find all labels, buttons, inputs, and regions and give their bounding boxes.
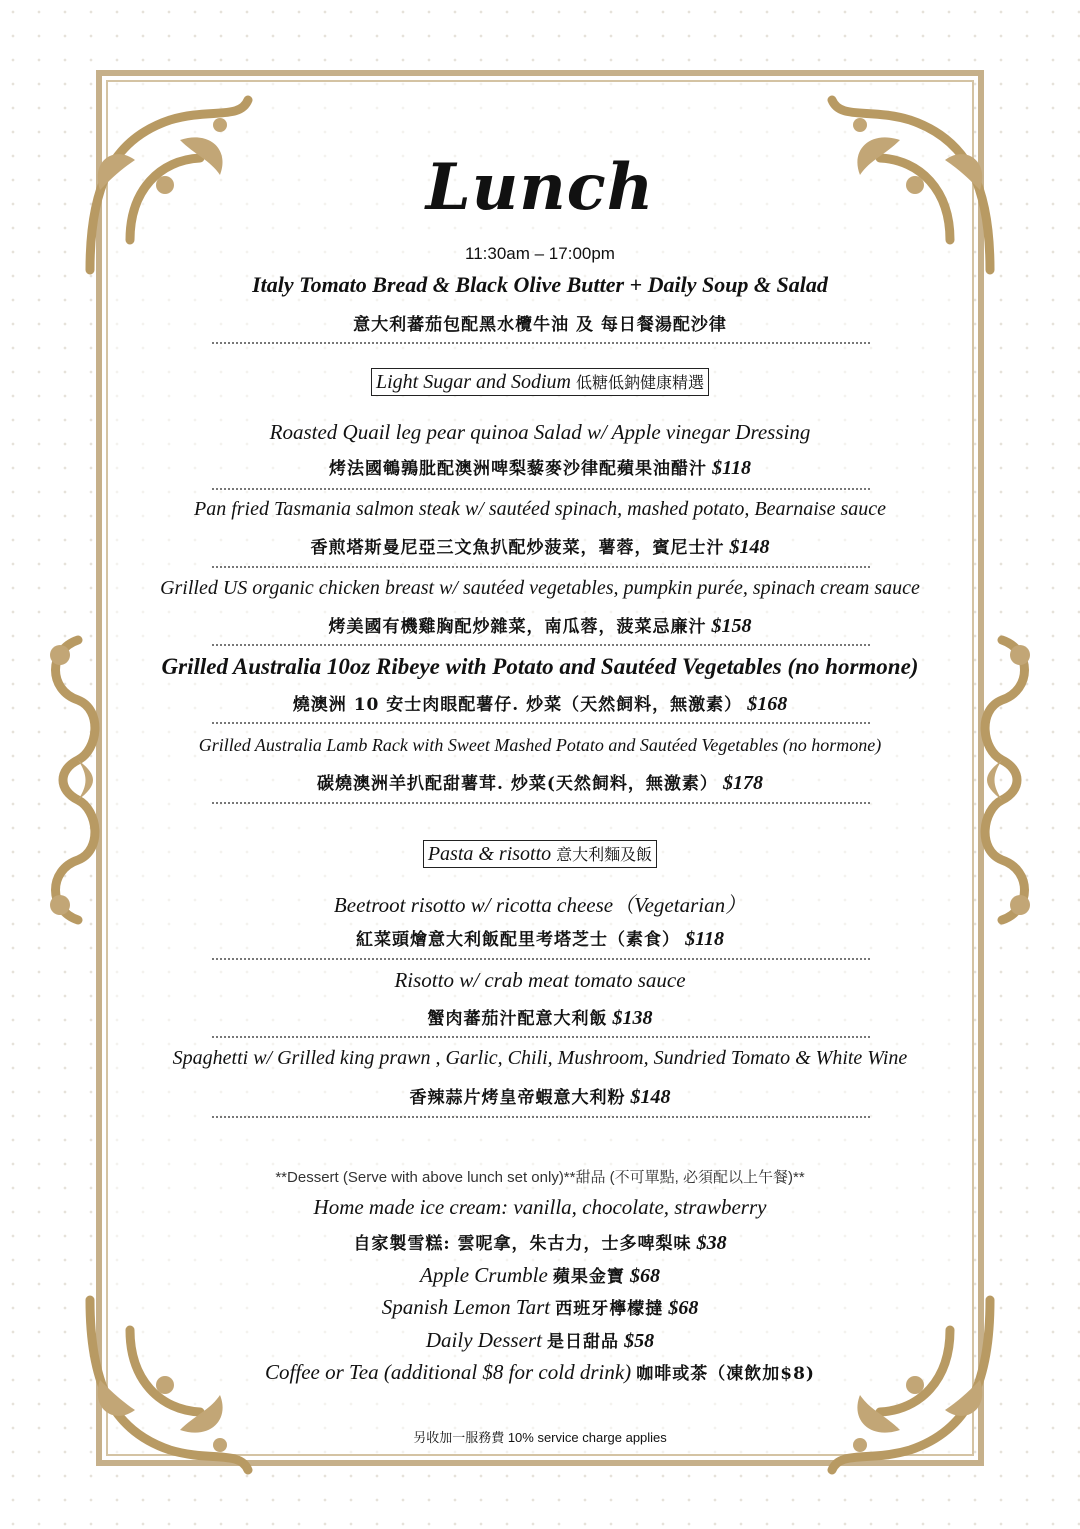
section-light-zh: 低糖低鈉健康精選: [576, 373, 705, 392]
dessert-crumble-row: [0, 1262, 1080, 1288]
menu-item-chinese-row: [0, 769, 1080, 795]
menu-item-chinese: 香煎塔斯曼尼亞三文魚扒配炒菠菜，薯蓉，賓尼士汁: [310, 538, 725, 558]
dotted-divider: [212, 488, 870, 490]
dessert-note: **Dessert (Serve with above lunch set only)**甜品 (不可單點, 必須配以上午餐)**: [275, 1169, 805, 1186]
corner-ornament-icon: [820, 1290, 1010, 1490]
dessert-crumble-en: Apple Crumble: [420, 1263, 548, 1287]
dessert-icecream-en: Home made ice cream: vanilla, chocolate, strawberry: [313, 1195, 767, 1219]
dotted-divider: [212, 342, 870, 344]
menu-item-price: $118: [685, 928, 724, 950]
menu-item-chinese: 碳燒澳洲羊扒配甜薯茸. 炒菜(天然飼料，無激素）: [317, 774, 718, 794]
intro-chinese: 意大利蕃茄包配黑水欖牛油 及 每日餐湯配沙律: [353, 315, 727, 335]
menu-item-name: Grilled Australia Lamb Rack with Sweet Mashed Potato and Sautéed Vegetables (no hormone): [198, 735, 882, 755]
section-pasta-box: [423, 840, 657, 868]
menu-item-price: $148: [630, 1086, 671, 1108]
menu-item-chinese: 燒澳洲 10 安士肉眼配薯仔. 炒菜（天然飼料，無激素）: [292, 695, 743, 715]
dessert-icecream-price: $38: [696, 1232, 727, 1254]
dotted-divider: [212, 1116, 870, 1118]
menu-item-price: $178: [722, 772, 763, 794]
service-charge-footer: 另收加一服務費 10% service charge applies: [413, 1430, 667, 1445]
dessert-coffee-en: Coffee or Tea (additional $8 for cold drink): [265, 1360, 632, 1384]
dessert-tart-price: $68: [668, 1297, 699, 1319]
dessert-tart-row: [0, 1294, 1080, 1320]
dessert-tart-en: Spanish Lemon Tart: [381, 1295, 551, 1319]
menu-item-chinese-row: [0, 612, 1080, 638]
section-pasta-zh: 意大利麵及飯: [556, 845, 653, 864]
menu-item-chinese: 烤法國鵪鶉肶配澳洲啤梨藜麥沙律配蘋果油醋汁: [329, 459, 707, 479]
dotted-divider: [212, 802, 870, 804]
menu-item-price: $168: [747, 693, 788, 715]
dessert-coffee-zh: 咖啡或茶（凍飲加$8): [636, 1364, 815, 1384]
dessert-icecream-zh: 自家製雪糕: 雲呢拿，朱古力，士多啤梨味: [353, 1234, 692, 1254]
dessert-daily-row: [0, 1327, 1080, 1353]
dessert-daily-zh: 是日甜品: [547, 1332, 620, 1352]
menu-item-chinese-row: [0, 1083, 1080, 1109]
dotted-divider: [212, 566, 870, 568]
dotted-divider: [212, 1036, 870, 1038]
corner-ornament-icon: [70, 1290, 260, 1490]
dessert-daily-price: $58: [624, 1330, 655, 1352]
menu-item-price: $148: [729, 536, 770, 558]
menu-item-price: $158: [711, 615, 752, 637]
intro-english: Italy Tomato Bread & Black Olive Butter + Daily Soup & Salad: [252, 272, 828, 297]
menu-item-chinese: 香辣蒜片烤皇帝蝦意大利粉: [409, 1088, 626, 1108]
dessert-daily-en: Daily Dessert: [425, 1328, 542, 1352]
dessert-icecream-row: [0, 1229, 1080, 1255]
dessert-coffee-row: [0, 1359, 1080, 1385]
menu-item-chinese-row: [0, 454, 1080, 480]
section-header-pasta: [0, 840, 1080, 868]
menu-item-name: Risotto w/ crab meat tomato sauce: [394, 968, 686, 992]
menu-item-chinese-row: [0, 690, 1080, 716]
menu-item-price: $118: [712, 457, 751, 479]
dessert-crumble-price: $68: [629, 1265, 660, 1287]
menu-item-chinese: 蟹肉蕃茄汁配意大利飯: [427, 1009, 608, 1029]
menu-item-name: Spaghetti w/ Grilled king prawn , Garlic, Chili, Mushroom, Sundried Tomato & White Wine: [172, 1047, 908, 1069]
menu-title: Lunch: [425, 150, 655, 225]
menu-item-chinese-row: [0, 1004, 1080, 1030]
menu-item-name: Beetroot risotto w/ ricotta cheese（Vegetarian）: [333, 893, 747, 917]
menu-item-chinese: 紅菜頭燴意大利飯配里考塔芝士（素食）: [356, 930, 680, 950]
section-light-en: Light Sugar and Sodium: [375, 371, 571, 393]
menu-item-name: Roasted Quail leg pear quinoa Salad w/ Apple vinegar Dressing: [269, 420, 811, 444]
dessert-crumble-zh: 蘋果金寶: [552, 1267, 625, 1287]
service-hours: 11:30am – 17:00pm: [465, 244, 615, 263]
dotted-divider: [212, 722, 870, 724]
section-light-box: [371, 368, 709, 396]
menu-item-price: $138: [612, 1007, 653, 1029]
menu-item-name: Grilled Australia 10oz Ribeye with Potato and Sautéed Vegetables (no hormone): [161, 654, 919, 679]
section-pasta-en: Pasta & risotto: [427, 843, 552, 865]
dessert-tart-zh: 西班牙檸檬撻: [555, 1299, 664, 1319]
menu-item-name: Grilled US organic chicken breast w/ sautéed vegetables, pumpkin purée, spinach cream sauce: [160, 577, 920, 599]
menu-item-name: Pan fried Tasmania salmon steak w/ sautéed spinach, mashed potato, Bearnaise sauce: [194, 498, 886, 520]
menu-item-chinese-row: [0, 925, 1080, 951]
menu-item-chinese-row: [0, 533, 1080, 559]
menu-item-chinese: 烤美國有機雞胸配炒雜菜，南瓜蓉，菠菜忌廉汁: [328, 617, 707, 637]
section-header-light: [0, 368, 1080, 396]
dotted-divider: [212, 644, 870, 646]
dotted-divider: [212, 958, 870, 960]
